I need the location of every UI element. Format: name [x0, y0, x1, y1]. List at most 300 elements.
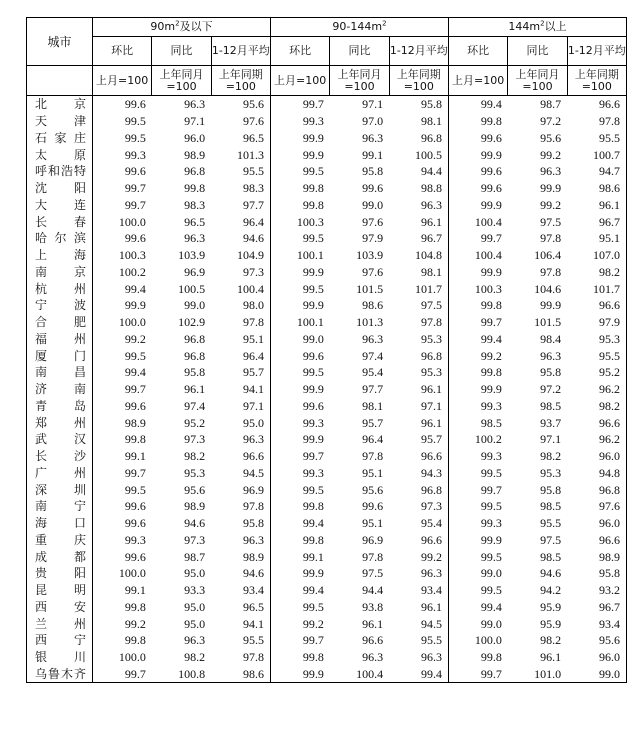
- index-value-cell: 102.9: [178, 315, 206, 330]
- index-value-cell: 97.1: [211, 398, 270, 415]
- subheader-yoy: 同比: [330, 37, 389, 66]
- index-value-cell: 99.2: [302, 616, 324, 631]
- index-value-cell: 99.7: [124, 382, 146, 397]
- table-row: [27, 548, 627, 565]
- index-value-cell: 98.1: [389, 264, 448, 281]
- index-value-cell: 99.9: [480, 264, 502, 279]
- index-value-cell: 101.0: [508, 666, 567, 683]
- index-value-cell: 101.5: [356, 281, 384, 296]
- index-value-cell: 100.2: [474, 432, 502, 447]
- index-value-cell: 97.4: [184, 398, 206, 413]
- index-value-cell: 94.3: [389, 465, 448, 482]
- index-value-cell: 96.2: [567, 381, 626, 398]
- index-value-cell: 97.5: [540, 532, 562, 547]
- index-value-cell: 98.5: [540, 549, 562, 564]
- index-value-cell: 97.8: [567, 113, 626, 130]
- index-value-cell: 100.0: [118, 315, 146, 330]
- city-name: 沈阳: [27, 180, 93, 197]
- index-value-cell: 96.3: [184, 633, 206, 648]
- index-value-cell: 99.7: [480, 315, 502, 330]
- city-name: 海口: [27, 515, 93, 532]
- index-value-cell: 97.8: [211, 498, 270, 515]
- city-name: 青岛: [27, 398, 93, 415]
- city-name: 西安: [27, 599, 93, 616]
- index-value-cell: 99.4: [480, 599, 502, 614]
- index-value-cell: 94.5: [211, 465, 270, 482]
- index-value-cell: 104.6: [534, 281, 562, 296]
- index-value-cell: 99.3: [302, 114, 324, 129]
- index-value-cell: 95.0: [184, 566, 206, 581]
- base-prev-year-period: 上年同期=100: [389, 66, 448, 96]
- base-prev-month: 上月=100: [270, 66, 329, 96]
- index-value-cell: 99.6: [124, 499, 146, 514]
- city-name: 西宁: [27, 632, 93, 649]
- index-value-cell: 99.5: [302, 164, 324, 179]
- index-value-cell: 95.8: [211, 515, 270, 532]
- index-value-cell: 96.3: [362, 331, 384, 346]
- index-value-cell: 93.3: [184, 583, 206, 598]
- index-value-cell: 97.3: [211, 264, 270, 281]
- index-value-cell: 99.6: [362, 499, 384, 514]
- index-value-cell: 99.8: [480, 365, 502, 380]
- index-value-cell: 94.6: [184, 516, 206, 531]
- index-value-cell: 99.9: [270, 666, 329, 683]
- index-value-cell: 99.4: [124, 281, 146, 296]
- index-value-cell: 99.0: [480, 566, 502, 581]
- index-value-cell: 97.5: [389, 297, 448, 314]
- index-value-cell: 95.5: [540, 516, 562, 531]
- index-value-cell: 98.7: [540, 97, 562, 112]
- subheader-mom: 环比: [270, 37, 329, 66]
- index-value-cell: 97.8: [362, 549, 384, 564]
- index-value-cell: 93.4: [211, 582, 270, 599]
- index-value-cell: 99.4: [302, 583, 324, 598]
- index-value-cell: 99.5: [480, 549, 502, 564]
- index-value-cell: 99.8: [480, 650, 502, 665]
- index-value-cell: 106.4: [534, 248, 562, 263]
- index-value-cell: 95.3: [389, 364, 448, 381]
- index-value-cell: 97.6: [362, 264, 384, 279]
- index-value-cell: 99.7: [449, 666, 508, 683]
- index-value-cell: 99.1: [362, 147, 384, 162]
- index-value-cell: 98.1: [362, 398, 384, 413]
- index-value-cell: 99.0: [184, 298, 206, 313]
- subheader-avg: 1-12月平均: [389, 37, 448, 66]
- index-value-cell: 96.9: [184, 264, 206, 279]
- index-value-cell: 95.8: [540, 482, 562, 497]
- index-value-cell: 96.8: [184, 348, 206, 363]
- index-value-cell: 99.9: [540, 298, 562, 313]
- index-value-cell: 98.5: [540, 499, 562, 514]
- index-value-cell: 96.5: [211, 130, 270, 147]
- table-row: [27, 532, 627, 549]
- index-value-cell: 96.8: [184, 331, 206, 346]
- index-value-cell: 94.6: [211, 230, 270, 247]
- index-value-cell: 97.3: [184, 532, 206, 547]
- table-row: [27, 297, 627, 314]
- index-value-cell: 99.6: [124, 398, 146, 413]
- index-value-cell: 107.0: [567, 247, 626, 264]
- index-value-cell: 96.6: [567, 297, 626, 314]
- index-value-cell: 99.8: [302, 499, 324, 514]
- index-value-cell: 98.5: [480, 415, 502, 430]
- index-value-cell: 97.8: [389, 314, 448, 331]
- table-row: [27, 146, 627, 163]
- index-value-cell: 94.8: [567, 465, 626, 482]
- index-value-cell: 95.5: [211, 163, 270, 180]
- city-header-spacer: [27, 66, 93, 96]
- index-value-cell: 95.0: [211, 414, 270, 431]
- index-value-cell: 98.6: [211, 666, 270, 683]
- index-value-cell: 98.7: [184, 549, 206, 564]
- index-value-cell: 96.3: [362, 130, 384, 145]
- index-value-cell: 97.5: [362, 566, 384, 581]
- table-row: [27, 364, 627, 381]
- index-value-cell: 96.3: [184, 97, 206, 112]
- table-row: [27, 264, 627, 281]
- index-value-cell: 97.6: [362, 214, 384, 229]
- index-value-cell: 99.9: [540, 181, 562, 196]
- index-value-cell: 96.6: [567, 96, 626, 113]
- city-name: 昆明: [27, 582, 93, 599]
- index-value-cell: 95.1: [362, 516, 384, 531]
- index-value-cell: 99.5: [480, 465, 502, 480]
- table-row: [27, 331, 627, 348]
- index-value-cell: 100.3: [296, 214, 324, 229]
- index-value-cell: 96.0: [567, 649, 626, 666]
- index-value-cell: 96.8: [567, 481, 626, 498]
- index-value-cell: 99.8: [124, 599, 146, 614]
- index-value-cell: 101.5: [534, 315, 562, 330]
- index-value-cell: 100.3: [118, 248, 146, 263]
- index-value-cell: 94.2: [540, 583, 562, 598]
- index-value-cell: 97.2: [540, 382, 562, 397]
- index-value-cell: 95.6: [567, 632, 626, 649]
- index-value-cell: 96.3: [184, 231, 206, 246]
- table-row: [27, 565, 627, 582]
- table-row: [27, 197, 627, 214]
- index-value-cell: 99.6: [302, 348, 324, 363]
- index-value-cell: 96.7: [567, 599, 626, 616]
- index-value-cell: 95.3: [389, 331, 448, 348]
- index-value-cell: 99.8: [302, 532, 324, 547]
- table-row: [27, 213, 627, 230]
- index-value-cell: 97.9: [362, 231, 384, 246]
- table-row: [27, 498, 627, 515]
- index-value-cell: 95.3: [567, 331, 626, 348]
- table-row: [27, 381, 627, 398]
- index-value-cell: 95.6: [540, 130, 562, 145]
- table-body: [27, 96, 627, 683]
- index-value-cell: 99.8: [124, 432, 146, 447]
- index-value-cell: 99.2: [389, 548, 448, 565]
- table-row: [27, 347, 627, 364]
- index-value-cell: 95.8: [389, 96, 448, 113]
- index-value-cell: 99.5: [302, 365, 324, 380]
- index-value-cell: 99.7: [124, 181, 146, 196]
- index-value-cell: 96.4: [211, 347, 270, 364]
- index-value-cell: 98.5: [540, 398, 562, 413]
- index-value-cell: 97.5: [540, 214, 562, 229]
- index-value-cell: 95.3: [184, 465, 206, 480]
- index-value-cell: 99.3: [480, 398, 502, 413]
- index-value-cell: 100.0: [118, 650, 146, 665]
- index-value-cell: 96.1: [389, 414, 448, 431]
- table-row: [27, 666, 627, 683]
- index-value-cell: 96.1: [540, 650, 562, 665]
- index-value-cell: 97.2: [540, 114, 562, 129]
- index-value-cell: 99.8: [124, 633, 146, 648]
- index-value-cell: 99.5: [302, 281, 324, 296]
- index-value-cell: 99.2: [540, 197, 562, 212]
- index-value-cell: 96.1: [389, 213, 448, 230]
- city-name: 郑州: [27, 414, 93, 431]
- index-value-cell: 99.6: [124, 97, 146, 112]
- city-name: 宁波: [27, 297, 93, 314]
- table-row: [27, 615, 627, 632]
- index-value-cell: 99.5: [124, 114, 146, 129]
- index-value-cell: 96.0: [567, 448, 626, 465]
- index-value-cell: 95.4: [362, 365, 384, 380]
- index-value-cell: 96.7: [567, 213, 626, 230]
- table-row: [27, 230, 627, 247]
- table-row: [27, 96, 627, 113]
- index-value-cell: 99.4: [389, 666, 448, 683]
- index-value-cell: 99.8: [302, 181, 324, 196]
- index-value-cell: 99.6: [480, 181, 502, 196]
- index-value-cell: 99.5: [302, 599, 324, 614]
- city-name: 贵阳: [27, 565, 93, 582]
- index-value-cell: 99.5: [124, 482, 146, 497]
- index-value-cell: 99.2: [124, 616, 146, 631]
- index-value-cell: 100.3: [474, 281, 502, 296]
- city-name: 合肥: [27, 314, 93, 331]
- index-value-cell: 95.7: [389, 431, 448, 448]
- index-value-cell: 99.4: [480, 331, 502, 346]
- table-row: [27, 414, 627, 431]
- subheader-mom: 环比: [93, 37, 152, 66]
- index-value-cell: 96.7: [389, 230, 448, 247]
- index-value-cell: 99.3: [124, 147, 146, 162]
- index-value-cell: 99.0: [302, 331, 324, 346]
- index-value-cell: 99.8: [480, 114, 502, 129]
- index-value-cell: 100.7: [567, 146, 626, 163]
- index-value-cell: 100.4: [474, 214, 502, 229]
- index-value-cell: 99.7: [124, 197, 146, 212]
- index-value-cell: 99.5: [124, 348, 146, 363]
- index-value-cell: 98.9: [184, 147, 206, 162]
- table-header: [27, 18, 627, 96]
- city-name: 长沙: [27, 448, 93, 465]
- index-value-cell: 96.1: [362, 616, 384, 631]
- city-name: 福州: [27, 331, 93, 348]
- index-value-cell: 96.9: [211, 481, 270, 498]
- index-value-cell: 93.2: [567, 582, 626, 599]
- index-value-cell: 94.1: [211, 615, 270, 632]
- index-value-cell: 96.4: [211, 213, 270, 230]
- base-prev-month: 上月=100: [449, 66, 508, 96]
- city-name: 重庆: [27, 532, 93, 549]
- index-value-cell: 96.1: [184, 382, 206, 397]
- index-value-cell: 96.3: [211, 532, 270, 549]
- table-row: [27, 465, 627, 482]
- index-value-cell: 101.3: [356, 315, 384, 330]
- index-value-cell: 99.2: [124, 331, 146, 346]
- index-value-cell: 98.2: [540, 633, 562, 648]
- index-value-cell: 97.8: [540, 264, 562, 279]
- index-value-cell: 98.2: [540, 449, 562, 464]
- city-name: 兰州: [27, 615, 93, 632]
- index-value-cell: 96.6: [389, 532, 448, 549]
- index-value-cell: 100.1: [296, 248, 324, 263]
- index-value-cell: 99.8: [302, 197, 324, 212]
- index-value-cell: 96.6: [211, 448, 270, 465]
- price-index-table: [26, 17, 627, 683]
- index-value-cell: 95.1: [362, 465, 384, 480]
- subheader-yoy: 同比: [508, 37, 567, 66]
- group-header-small: $90m^2$及以下: [93, 18, 271, 37]
- table-row: [27, 163, 627, 180]
- index-value-cell: 99.6: [362, 181, 384, 196]
- table-row: [27, 280, 627, 297]
- index-value-cell: 94.6: [540, 566, 562, 581]
- index-value-cell: 99.0: [567, 666, 626, 683]
- index-value-cell: 95.8: [362, 164, 384, 179]
- index-value-cell: 99.6: [124, 549, 146, 564]
- index-value-cell: 99.9: [302, 130, 324, 145]
- index-value-cell: 96.2: [567, 431, 626, 448]
- index-value-cell: 100.4: [474, 248, 502, 263]
- index-value-cell: 99.3: [480, 516, 502, 531]
- index-value-cell: 95.5: [567, 130, 626, 147]
- index-value-cell: 96.0: [184, 130, 206, 145]
- table-row: [27, 130, 627, 147]
- city-name: 南京: [27, 264, 93, 281]
- index-value-cell: 99.5: [480, 583, 502, 598]
- table-row: [27, 113, 627, 130]
- index-value-cell: 94.4: [362, 583, 384, 598]
- index-value-cell: 97.3: [389, 498, 448, 515]
- index-value-cell: 99.7: [93, 666, 152, 683]
- index-value-cell: 99.8: [302, 650, 324, 665]
- index-value-cell: 101.3: [211, 146, 270, 163]
- index-value-cell: 99.9: [480, 382, 502, 397]
- index-value-cell: 97.0: [362, 114, 384, 129]
- index-value-cell: 99.1: [124, 449, 146, 464]
- index-value-cell: 96.6: [567, 414, 626, 431]
- index-value-cell: 99.9: [480, 532, 502, 547]
- index-value-cell: 95.3: [540, 465, 562, 480]
- index-value-cell: 99.6: [480, 130, 502, 145]
- index-value-cell: 98.2: [184, 650, 206, 665]
- index-value-cell: 100.5: [178, 281, 206, 296]
- index-value-cell: 99.9: [124, 298, 146, 313]
- index-value-cell: 95.7: [211, 364, 270, 381]
- index-value-cell: 100.1: [296, 315, 324, 330]
- city-name: 乌鲁木齐: [27, 666, 93, 683]
- base-prev-year-month: 上年同月=100: [508, 66, 567, 96]
- price-index-table-container: [26, 17, 627, 683]
- index-value-cell: 98.8: [389, 180, 448, 197]
- base-prev-month: 上月=100: [93, 66, 152, 96]
- index-value-cell: 99.7: [480, 231, 502, 246]
- index-value-cell: 98.2: [567, 398, 626, 415]
- index-value-cell: 96.4: [362, 432, 384, 447]
- index-value-cell: 97.1: [389, 398, 448, 415]
- index-value-cell: 100.0: [474, 633, 502, 648]
- index-value-cell: 97.8: [211, 649, 270, 666]
- group-header-medium: $90-144m^2$: [270, 18, 448, 37]
- index-value-cell: 93.4: [567, 615, 626, 632]
- index-value-cell: 100.0: [118, 566, 146, 581]
- table-row: [27, 314, 627, 331]
- index-value-cell: 96.1: [389, 599, 448, 616]
- city-name: 深圳: [27, 481, 93, 498]
- index-value-cell: 96.3: [211, 431, 270, 448]
- index-value-cell: 97.1: [184, 114, 206, 129]
- index-value-cell: 95.1: [567, 230, 626, 247]
- index-value-cell: 97.8: [362, 449, 384, 464]
- index-value-cell: 99.6: [124, 164, 146, 179]
- index-value-cell: 103.9: [356, 248, 384, 263]
- index-value-cell: 96.6: [567, 532, 626, 549]
- index-value-cell: 96.6: [389, 448, 448, 465]
- index-value-cell: 100.4: [330, 666, 389, 683]
- index-value-cell: 97.7: [362, 382, 384, 397]
- index-value-cell: 99.3: [302, 465, 324, 480]
- index-value-cell: 99.8: [184, 181, 206, 196]
- city-name: 长春: [27, 213, 93, 230]
- index-value-cell: 96.3: [389, 197, 448, 214]
- index-value-cell: 100.2: [118, 264, 146, 279]
- index-value-cell: 95.0: [184, 616, 206, 631]
- index-value-cell: 99.3: [124, 532, 146, 547]
- city-name: 济南: [27, 381, 93, 398]
- index-value-cell: 99.7: [124, 465, 146, 480]
- index-value-cell: 99.0: [480, 616, 502, 631]
- index-value-cell: 98.3: [211, 180, 270, 197]
- index-value-cell: 95.5: [211, 632, 270, 649]
- table-row: [27, 515, 627, 532]
- index-value-cell: 95.7: [362, 415, 384, 430]
- index-value-cell: 98.3: [184, 197, 206, 212]
- index-value-cell: 95.2: [184, 415, 206, 430]
- index-value-cell: 99.7: [302, 633, 324, 648]
- index-value-cell: 96.1: [389, 381, 448, 398]
- city-name: 武汉: [27, 431, 93, 448]
- index-value-cell: 97.1: [362, 97, 384, 112]
- index-value-cell: 99.8: [480, 298, 502, 313]
- index-value-cell: 97.4: [362, 348, 384, 363]
- table-row: [27, 448, 627, 465]
- city-name: 银川: [27, 649, 93, 666]
- index-value-cell: 99.6: [480, 164, 502, 179]
- index-value-cell: 96.3: [362, 650, 384, 665]
- group-header-large: $144m^2$以上: [449, 18, 627, 37]
- table-row: [27, 398, 627, 415]
- index-value-cell: 99.2: [540, 147, 562, 162]
- index-value-cell: 94.5: [389, 615, 448, 632]
- city-name: 哈尔滨: [27, 230, 93, 247]
- index-value-cell: 96.5: [184, 214, 206, 229]
- index-value-cell: 103.9: [178, 248, 206, 263]
- index-value-cell: 96.8: [184, 164, 206, 179]
- index-value-cell: 98.9: [567, 548, 626, 565]
- index-value-cell: 99.2: [480, 348, 502, 363]
- index-value-cell: 97.7: [211, 197, 270, 214]
- index-value-cell: 96.3: [540, 164, 562, 179]
- city-name: 厦门: [27, 347, 93, 364]
